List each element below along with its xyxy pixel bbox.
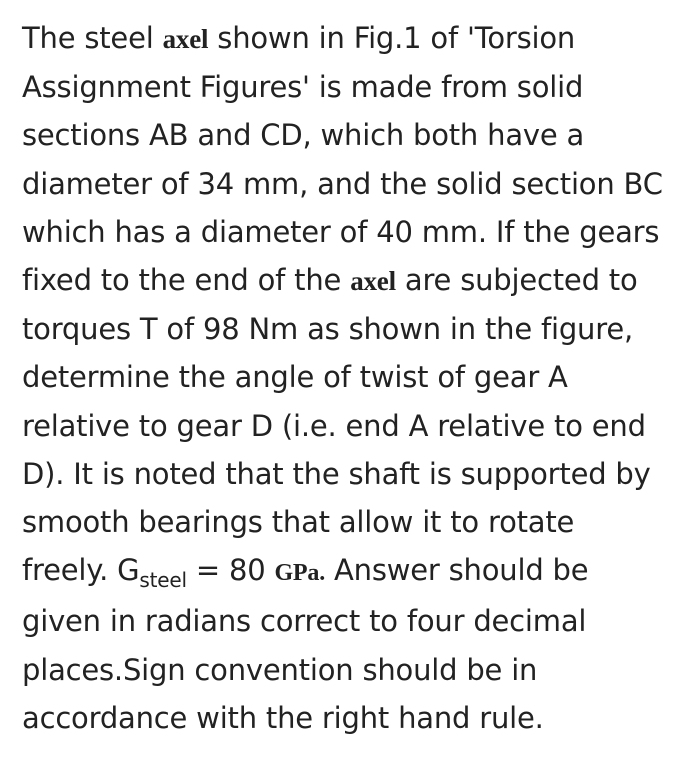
text-segment: shown in Fig.1 of 'Torsion Assignment Figures' is made from solid sections AB and CD, which both have a diameter of 34 mm, and the solid section BC which has a diameter of 40 mm. If the gears fixed to the end of the (22, 21, 663, 298)
steel-subscript: steel (139, 568, 187, 593)
text-segment: The steel (22, 21, 163, 55)
question-text (22, 14, 664, 742)
gpa-unit: GPa. (274, 560, 325, 587)
text-segment: are subjected to torques T of 98 Nm as shown in the figure, determine the angle of twist of gear A relative to gear D (i.e. end A relative to end D). It is noted that the shaft is supported by smooth bearings that allow it to rotate freely. G (22, 263, 651, 588)
axel-term: axel (350, 266, 396, 297)
text-segment: = 80 (186, 553, 275, 588)
axel-term: axel (162, 24, 209, 54)
text-segment: Answer should be given in radians correct to four decimal places.Sign convention should be in accordance with the right hand rule. (22, 553, 589, 735)
